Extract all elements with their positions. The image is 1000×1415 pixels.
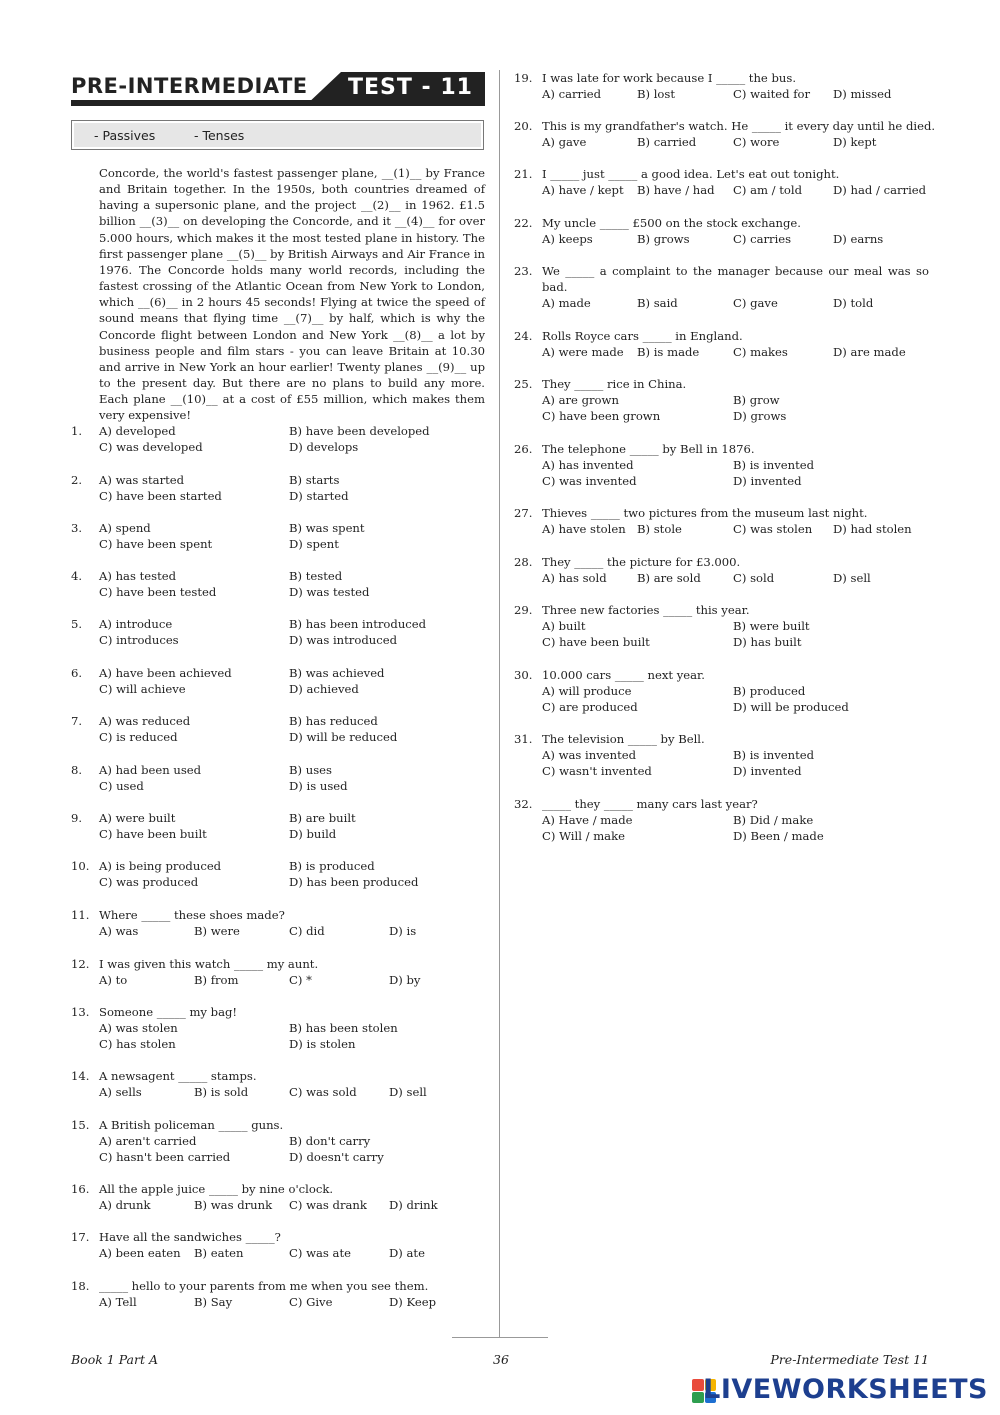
question-number: 19.	[514, 71, 533, 85]
option-c[interactable]: C) has stolen	[99, 1037, 176, 1052]
question-number: 12.	[71, 957, 90, 971]
question-stem: They _____ rice in China.	[542, 377, 687, 391]
option-d[interactable]: D) are made	[833, 345, 906, 360]
topic-tenses: - Tenses	[194, 128, 245, 143]
option-b[interactable]: B) was spent	[289, 521, 365, 535]
option-c[interactable]: C) have been spent	[99, 537, 213, 552]
option-d[interactable]: D) ate	[389, 1246, 425, 1261]
question-stem: I _____ just _____ a good idea. Let's eat out tonight.	[542, 167, 840, 181]
option-d[interactable]: D) started	[289, 489, 349, 504]
option-a[interactable]: A) had been used	[99, 763, 202, 777]
option-c[interactable]: C) Give	[289, 1295, 333, 1310]
option-d[interactable]: D) Been / made	[733, 829, 824, 844]
question-stem: Where _____ these shoes made?	[99, 908, 285, 922]
option-d[interactable]: D) grows	[733, 409, 787, 424]
question-number: 24.	[514, 329, 533, 343]
logo-square-red	[692, 1379, 704, 1391]
option-d[interactable]: D) earns	[833, 232, 884, 247]
question-number: 27.	[514, 506, 533, 520]
column-divider	[499, 70, 500, 1338]
question-stem: A British policeman _____ guns.	[99, 1118, 284, 1132]
question-number: 28.	[514, 555, 533, 569]
option-b[interactable]: B) is sold	[194, 1085, 249, 1100]
question-number: 14.	[71, 1069, 90, 1083]
option-d[interactable]: D) kept	[833, 135, 877, 150]
option-a[interactable]: A) built	[542, 619, 586, 634]
option-c[interactable]: C) are produced	[542, 700, 638, 715]
question-stem: Three new factories _____ this year.	[542, 603, 750, 617]
option-a[interactable]: A) Have / made	[542, 813, 633, 828]
question-stem: All the apple juice _____ by nine o'clock.	[99, 1182, 334, 1196]
option-c[interactable]: C) was drank	[289, 1198, 367, 1213]
question-stem: Rolls Royce cars _____ in England.	[542, 329, 743, 343]
option-d[interactable]: D) will be produced	[733, 700, 849, 715]
option-c[interactable]: C) was produced	[99, 875, 199, 890]
option-b[interactable]: B) produced	[733, 684, 806, 699]
option-b[interactable]: B) don't carry	[289, 1134, 371, 1149]
question-number: 7.	[71, 714, 83, 728]
option-c[interactable]: C) *	[289, 973, 312, 988]
option-b[interactable]: B) have / had	[637, 183, 715, 198]
option-a[interactable]: A) was started	[99, 473, 185, 487]
option-a[interactable]: A) was invented	[542, 748, 637, 763]
option-a[interactable]: A) has sold	[542, 571, 607, 586]
option-b[interactable]: B) lost	[637, 87, 676, 102]
question-number: 13.	[71, 1005, 90, 1019]
option-c[interactable]: C) was sold	[289, 1085, 357, 1100]
question-number: 2.	[71, 473, 83, 487]
option-d[interactable]: D) drink	[389, 1198, 438, 1213]
option-c[interactable]: C) have been tested	[99, 585, 217, 600]
option-b[interactable]: B) from	[194, 973, 239, 988]
option-a[interactable]: A) developed	[99, 424, 176, 438]
option-c[interactable]: C) introduces	[99, 633, 179, 648]
option-d[interactable]: D) had stolen	[833, 522, 912, 537]
question-number: 22.	[514, 216, 533, 230]
question-number: 31.	[514, 732, 533, 746]
question-stem: _____ hello to your parents from me when you see them.	[99, 1279, 429, 1293]
option-d[interactable]: D) sell	[833, 571, 871, 586]
option-d[interactable]: D) has built	[733, 635, 802, 650]
option-b[interactable]: B) has reduced	[289, 714, 378, 728]
option-b[interactable]: B) grow	[733, 393, 780, 408]
question-number: 25.	[514, 377, 533, 391]
option-b[interactable]: B) is produced	[289, 859, 375, 873]
option-a[interactable]: A) spend	[99, 521, 151, 535]
option-b[interactable]: B) was achieved	[289, 666, 385, 680]
option-b[interactable]: B) were	[194, 924, 240, 939]
question-stem: 10.000 cars _____ next year.	[542, 668, 705, 682]
option-c[interactable]: C) was invented	[542, 474, 637, 489]
question-stem: Have all the sandwiches _____?	[99, 1230, 281, 1244]
question-stem: We _____ a complaint to the manager because our meal was so	[542, 264, 929, 278]
question-stem: The telephone _____ by Bell in 1876.	[542, 442, 755, 456]
option-b[interactable]: B) uses	[289, 763, 332, 777]
option-a[interactable]: A) have stolen	[542, 522, 626, 537]
option-b[interactable]: B) has been introduced	[289, 617, 427, 631]
question-number: 21.	[514, 167, 533, 181]
option-c[interactable]: C) did	[289, 924, 325, 939]
option-b[interactable]: B) is invented	[733, 458, 815, 473]
option-c[interactable]: C) was ate	[289, 1246, 351, 1261]
liveworksheets-logo[interactable]: LIVEWORKSHEETS	[703, 1374, 988, 1405]
question-stem: I was late for work because I _____ the bus.	[542, 71, 796, 85]
option-a[interactable]: A) is being produced	[99, 859, 222, 873]
option-a[interactable]: A) introduce	[99, 617, 173, 631]
option-a[interactable]: A) keeps	[542, 232, 593, 247]
option-b[interactable]: B) tested	[289, 569, 343, 583]
option-a[interactable]: A) to	[99, 973, 128, 988]
question-stem-continued: bad.	[542, 280, 568, 295]
option-d[interactable]: D) invented	[733, 764, 802, 779]
option-c[interactable]: C) wasn't invented	[542, 764, 652, 779]
option-c[interactable]: C) gave	[733, 296, 778, 311]
option-c[interactable]: C) hasn't been carried	[99, 1150, 231, 1165]
question-stem: Someone _____ my bag!	[99, 1005, 238, 1019]
option-d[interactable]: D) build	[289, 827, 337, 842]
question-number: 6.	[71, 666, 83, 680]
question-stem: I was given this watch _____ my aunt.	[99, 957, 319, 971]
question-number: 18.	[71, 1279, 90, 1293]
question-number: 1.	[71, 424, 83, 438]
option-d[interactable]: D) by	[389, 973, 421, 988]
option-b[interactable]: B) eaten	[194, 1246, 244, 1261]
option-a[interactable]: A) drunk	[99, 1198, 151, 1213]
option-b[interactable]: B) Say	[194, 1295, 233, 1310]
option-a[interactable]: A) has invented	[542, 458, 634, 473]
question-number: 29.	[514, 603, 533, 617]
option-a[interactable]: A) have been achieved	[99, 666, 232, 680]
question-stem: My uncle _____ £500 on the stock exchange.	[542, 216, 801, 230]
question-stem: A newsagent _____ stamps.	[99, 1069, 257, 1083]
option-c[interactable]: C) used	[99, 779, 144, 794]
option-c[interactable]: C) was developed	[99, 440, 203, 455]
option-d[interactable]: D) is stolen	[289, 1037, 356, 1052]
question-number: 32.	[514, 797, 533, 811]
option-d[interactable]: D) spent	[289, 537, 339, 552]
option-b[interactable]: B) is made	[637, 345, 700, 360]
question-stem: This is my grandfather's watch. He _____ it every day until he died.	[542, 119, 936, 133]
option-b[interactable]: B) said	[637, 296, 678, 311]
question-stem: _____ they _____ many cars last year?	[542, 797, 758, 811]
option-b[interactable]: B) are built	[289, 811, 356, 825]
option-d[interactable]: D) was introduced	[289, 633, 397, 648]
option-a[interactable]: A) been eaten	[99, 1246, 181, 1261]
option-c[interactable]: C) sold	[733, 571, 775, 586]
option-a[interactable]: A) will produce	[542, 684, 632, 699]
option-c[interactable]: C) carries	[733, 232, 792, 247]
question-number: 10.	[71, 859, 90, 873]
option-a[interactable]: A) made	[542, 296, 591, 311]
option-d[interactable]: D) will be reduced	[289, 730, 398, 745]
option-d[interactable]: D) is	[389, 924, 417, 939]
option-b[interactable]: B) stole	[637, 522, 682, 537]
option-d[interactable]: D) sell	[389, 1085, 427, 1100]
option-a[interactable]: A) carried	[542, 87, 602, 102]
option-a[interactable]: A) were made	[542, 345, 624, 360]
option-b[interactable]: B) have been developed	[289, 424, 430, 438]
question-number: 23.	[514, 264, 533, 278]
question-number: 15.	[71, 1118, 90, 1132]
question-number: 8.	[71, 763, 83, 777]
option-c[interactable]: C) wore	[733, 135, 780, 150]
option-b[interactable]: B) grows	[637, 232, 690, 247]
option-a[interactable]: A) gave	[542, 135, 587, 150]
option-b[interactable]: B) carried	[637, 135, 697, 150]
question-number: 3.	[71, 521, 83, 535]
question-number: 26.	[514, 442, 533, 456]
question-stem: The television _____ by Bell.	[542, 732, 705, 746]
option-c[interactable]: C) am / told	[733, 183, 803, 198]
option-b[interactable]: B) were built	[733, 619, 810, 634]
option-b[interactable]: B) starts	[289, 473, 340, 487]
option-a[interactable]: A) are grown	[542, 393, 619, 408]
topic-passives: - Passives	[94, 128, 156, 143]
question-number: 20.	[514, 119, 533, 133]
option-d[interactable]: D) invented	[733, 474, 802, 489]
option-d[interactable]: D) achieved	[289, 682, 359, 697]
option-d[interactable]: D) develops	[289, 440, 359, 455]
option-d[interactable]: D) is used	[289, 779, 348, 794]
option-d[interactable]: D) missed	[833, 87, 892, 102]
question-number: 17.	[71, 1230, 90, 1244]
option-c[interactable]: C) have been started	[99, 489, 222, 504]
option-d[interactable]: D) has been produced	[289, 875, 419, 890]
option-d[interactable]: D) was tested	[289, 585, 370, 600]
question-number: 4.	[71, 569, 83, 583]
option-b[interactable]: B) Did / make	[733, 813, 814, 828]
option-b[interactable]: B) was drunk	[194, 1198, 273, 1213]
option-c[interactable]: C) have been built	[542, 635, 650, 650]
level-title: PRE-INTERMEDIATE	[71, 74, 308, 98]
page-number: 36	[493, 1352, 509, 1367]
option-a[interactable]: A) has tested	[99, 569, 177, 583]
question-number: 16.	[71, 1182, 90, 1196]
option-b[interactable]: B) has been stolen	[289, 1021, 398, 1036]
option-b[interactable]: B) is invented	[733, 748, 815, 763]
option-b[interactable]: B) are sold	[637, 571, 701, 586]
question-number: 11.	[71, 908, 90, 922]
question-stem: They _____ the picture for £3.000.	[542, 555, 741, 569]
option-a[interactable]: A) was stolen	[99, 1021, 178, 1036]
option-a[interactable]: A) was	[99, 924, 139, 939]
logo-square-green	[692, 1392, 704, 1404]
topics-box	[71, 120, 484, 150]
option-a[interactable]: A) have / kept	[542, 183, 624, 198]
option-c[interactable]: C) have been built	[99, 827, 207, 842]
footer-book: Book 1 Part A	[71, 1352, 159, 1367]
option-a[interactable]: A) sells	[99, 1085, 142, 1100]
option-c[interactable]: C) have been grown	[542, 409, 661, 424]
reading-passage: Concorde, the world's fastest passenger plane, __(1)__ by France and Britain together. In the 1950s, both countries dreamed of having a supersonic plane, and the project __(2)__ in 1962. £1.5 billion __(3)__ on developing the Concorde, and it __(4)__ for over 5.000 hours, which makes it the most tested plane in history. The first passenger plane __(5)__ by British Airways and Air France in 1976. The Concorde holds many world records, including the fastest crossing of the Atlantic Ocean from New York to London, which __(6)__ in 2 hours 45 seconds! Flying at twice the speed of sound means that flying time __(7)__ by half, which is why the Concorde flight between London and New York __(8)__ a lot by business people and film stars - you can leave Britain at 10.30 and arrive in New York an hour earlier! Twenty planes __(9)__ up to the present day. But there are no plans to build any more. Each plane __(10)__ at a cost of £55 million, which makes them very expensive!	[99, 166, 485, 423]
option-a[interactable]: A) Tell	[99, 1295, 137, 1310]
option-c[interactable]: C) Will / make	[542, 829, 625, 844]
test-title: TEST - 11	[348, 75, 473, 100]
option-a[interactable]: A) aren't carried	[99, 1134, 197, 1149]
option-c[interactable]: C) was stolen	[733, 522, 813, 537]
footer-test: Pre-Intermediate Test 11	[770, 1352, 929, 1367]
footer-rule	[452, 1337, 548, 1338]
option-c[interactable]: C) waited for	[733, 87, 811, 102]
option-c[interactable]: C) will achieve	[99, 682, 186, 697]
question-stem: Thieves _____ two pictures from the museum last night.	[542, 506, 868, 520]
option-d[interactable]: D) told	[833, 296, 874, 311]
question-number: 30.	[514, 668, 533, 682]
question-number: 9.	[71, 811, 83, 825]
option-a[interactable]: A) was reduced	[99, 714, 191, 728]
option-d[interactable]: D) doesn't carry	[289, 1150, 384, 1165]
option-c[interactable]: C) is reduced	[99, 730, 178, 745]
question-number: 5.	[71, 617, 83, 631]
option-a[interactable]: A) were built	[99, 811, 176, 825]
option-d[interactable]: D) Keep	[389, 1295, 436, 1310]
option-d[interactable]: D) had / carried	[833, 183, 927, 198]
option-c[interactable]: C) makes	[733, 345, 788, 360]
